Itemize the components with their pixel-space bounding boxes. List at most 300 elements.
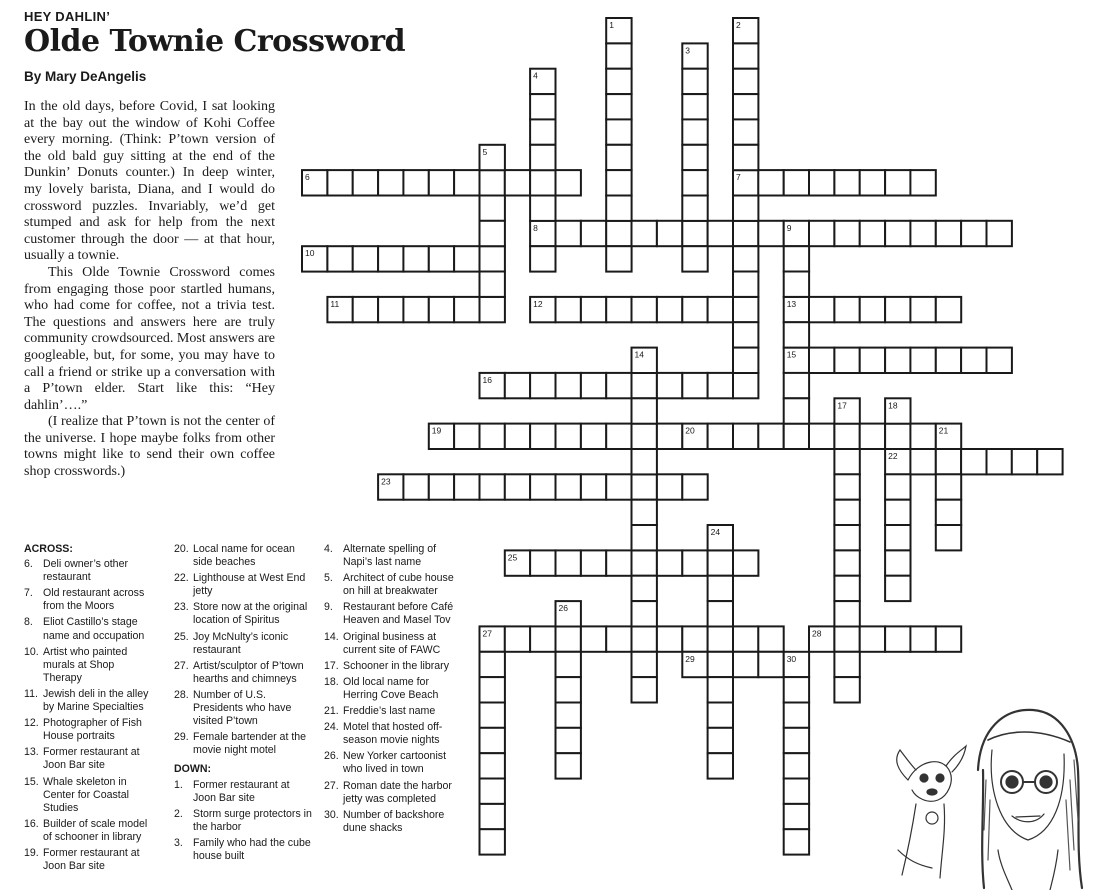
- clue-text: Old restaurant across from the Moors: [43, 587, 145, 613]
- grid-cell[interactable]: [885, 474, 910, 499]
- grid-cell[interactable]: [885, 297, 910, 322]
- grid-cell[interactable]: [1037, 449, 1062, 474]
- clue-text: Number of backshore dune shacks: [343, 808, 445, 834]
- grid-cell[interactable]: [327, 246, 352, 271]
- grid-cell[interactable]: [581, 474, 606, 499]
- clue-number: 17.: [324, 659, 339, 672]
- clue-number: 7.: [24, 587, 33, 600]
- grid-cell[interactable]: [581, 424, 606, 449]
- grid-cell[interactable]: [860, 297, 885, 322]
- grid-cell[interactable]: [682, 145, 707, 170]
- grid-cell[interactable]: [733, 424, 758, 449]
- grid-cell[interactable]: [936, 500, 961, 525]
- grid-cell[interactable]: [556, 474, 581, 499]
- grid-cell[interactable]: [682, 474, 707, 499]
- grid-cell[interactable]: [606, 43, 631, 68]
- grid-cell[interactable]: [885, 550, 910, 575]
- clue-number: 19.: [24, 846, 39, 859]
- grid-cell[interactable]: [480, 196, 505, 221]
- grid-cell[interactable]: [758, 652, 783, 677]
- grid-cell[interactable]: [556, 677, 581, 702]
- grid-cell[interactable]: [429, 297, 454, 322]
- grid-cell[interactable]: [809, 297, 834, 322]
- grid-cell[interactable]: [530, 474, 555, 499]
- grid-cell[interactable]: [733, 196, 758, 221]
- grid-cell[interactable]: [834, 601, 859, 626]
- grid-cell[interactable]: [733, 550, 758, 575]
- grid-cell[interactable]: [885, 170, 910, 195]
- grid-cell-number: 22: [888, 451, 898, 461]
- grid-cell[interactable]: [809, 424, 834, 449]
- grid-cell[interactable]: [860, 221, 885, 246]
- grid-cell[interactable]: [910, 221, 935, 246]
- grid-cell[interactable]: [834, 626, 859, 651]
- grid-cell[interactable]: [784, 246, 809, 271]
- clue-number: 9.: [324, 601, 333, 614]
- grid-cell[interactable]: [606, 170, 631, 195]
- grid-cell[interactable]: [834, 297, 859, 322]
- grid-cell[interactable]: [632, 500, 657, 525]
- clue-text: Artist who painted murals at Shop Therapy: [43, 645, 128, 684]
- clue-number: 3.: [174, 836, 183, 849]
- grid-cell[interactable]: [530, 170, 555, 195]
- grid-cell[interactable]: [530, 424, 555, 449]
- grid-cell[interactable]: [606, 550, 631, 575]
- grid-cell[interactable]: [657, 221, 682, 246]
- grid-cell[interactable]: [784, 804, 809, 829]
- grid-cell[interactable]: [530, 246, 555, 271]
- grid-cell[interactable]: [429, 246, 454, 271]
- grid-cell[interactable]: [733, 119, 758, 144]
- grid-cell[interactable]: [454, 474, 479, 499]
- grid-cell[interactable]: [987, 221, 1012, 246]
- grid-cell[interactable]: [961, 449, 986, 474]
- grid-cell[interactable]: [480, 728, 505, 753]
- grid-cell[interactable]: [834, 677, 859, 702]
- clue-number: 6.: [24, 558, 33, 571]
- grid-cell[interactable]: [480, 221, 505, 246]
- grid-cell[interactable]: [885, 500, 910, 525]
- grid-cell[interactable]: [708, 728, 733, 753]
- grid-cell[interactable]: [708, 424, 733, 449]
- grid-cell[interactable]: [556, 424, 581, 449]
- grid-cell[interactable]: [860, 424, 885, 449]
- grid-cell[interactable]: [403, 474, 428, 499]
- grid-cell[interactable]: [784, 728, 809, 753]
- grid-cell[interactable]: [632, 474, 657, 499]
- clue-text: Artist/sculptor of P’town hearths and chimneys: [193, 659, 304, 685]
- grid-cell[interactable]: [606, 474, 631, 499]
- grid-cell-number: 1: [609, 20, 614, 30]
- grid-cell[interactable]: [910, 424, 935, 449]
- grid-cell[interactable]: [480, 297, 505, 322]
- intro-paragraph: (I realize that P’town is not the center of the universe. I hope maybe folks from other towns might like to send their own coffee shop crosswords.): [24, 414, 275, 480]
- grid-cell-number: 14: [634, 349, 644, 360]
- grid-cell[interactable]: [606, 145, 631, 170]
- grid-cell[interactable]: [834, 550, 859, 575]
- grid-cell[interactable]: [581, 373, 606, 398]
- grid-cell[interactable]: [530, 550, 555, 575]
- grid-cell[interactable]: [632, 626, 657, 651]
- clue-text: Roman date the harbor jetty was completed: [343, 779, 452, 805]
- clue-number: 8.: [24, 616, 33, 629]
- grid-cell[interactable]: [454, 246, 479, 271]
- grid-cell[interactable]: [581, 297, 606, 322]
- clue-number: 2.: [174, 807, 183, 820]
- grid-cell[interactable]: [733, 246, 758, 271]
- grid-cell[interactable]: [353, 246, 378, 271]
- grid-cell[interactable]: [834, 500, 859, 525]
- grid-cell[interactable]: [784, 272, 809, 297]
- grid-cell[interactable]: [733, 348, 758, 373]
- grid-cell[interactable]: [556, 652, 581, 677]
- grid-cell[interactable]: [632, 525, 657, 550]
- clue-number: 28.: [174, 688, 189, 701]
- grid-cell[interactable]: [834, 525, 859, 550]
- grid-cell[interactable]: [429, 170, 454, 195]
- grid-cell[interactable]: [556, 373, 581, 398]
- grid-cell[interactable]: [936, 474, 961, 499]
- grid-cell[interactable]: [936, 626, 961, 651]
- grid-cell-number: 23: [381, 476, 391, 487]
- grid-cell[interactable]: [556, 626, 581, 651]
- grid-cell[interactable]: [378, 170, 403, 195]
- grid-cell[interactable]: [987, 348, 1012, 373]
- grid-cell[interactable]: [708, 221, 733, 246]
- grid-cell[interactable]: [530, 196, 555, 221]
- grid-cell[interactable]: [708, 753, 733, 778]
- grid-cell[interactable]: [353, 297, 378, 322]
- grid-cell[interactable]: [885, 525, 910, 550]
- grid-cell-number: 16: [482, 374, 492, 385]
- grid-cell[interactable]: [454, 297, 479, 322]
- grid-cell-number: 24: [710, 527, 721, 537]
- grid-cell[interactable]: [606, 246, 631, 271]
- grid-cell[interactable]: [632, 373, 657, 398]
- grid-cell[interactable]: [632, 297, 657, 322]
- grid-cell[interactable]: [834, 576, 859, 601]
- clue-text: Whale skeleton in Center for Coastal Studies: [43, 775, 129, 814]
- clue-number: 30.: [324, 808, 339, 821]
- grid-cell[interactable]: [682, 196, 707, 221]
- clue-text: Family who had the cube house built: [193, 836, 311, 862]
- clue-number: 16.: [24, 817, 39, 830]
- grid-cell[interactable]: [657, 424, 682, 449]
- grid-cell[interactable]: [530, 94, 555, 119]
- grid-cell[interactable]: [505, 170, 530, 195]
- grid-cell[interactable]: [936, 525, 961, 550]
- clue-text: Former restaurant at Joon Bar site: [43, 746, 140, 772]
- grid-cell[interactable]: [682, 69, 707, 94]
- clue-text: Local name for ocean side beaches: [193, 543, 295, 569]
- grid-cell[interactable]: [708, 652, 733, 677]
- grid-cell[interactable]: [378, 297, 403, 322]
- grid-cell-number: 5: [482, 146, 488, 157]
- clue-number: 13.: [24, 746, 39, 759]
- grid-cell[interactable]: [632, 601, 657, 626]
- grid-cell[interactable]: [606, 373, 631, 398]
- grid-cell[interactable]: [784, 829, 809, 854]
- grid-cell[interactable]: [454, 170, 479, 195]
- grid-cell[interactable]: [910, 170, 935, 195]
- clue-text: Joy McNulty’s iconic restaurant: [193, 630, 289, 656]
- clue-number: 10.: [24, 645, 39, 658]
- grid-cell-number: 2: [736, 20, 741, 30]
- grid-cell[interactable]: [784, 677, 809, 702]
- grid-cell[interactable]: [733, 322, 758, 347]
- grid-cell[interactable]: [353, 170, 378, 195]
- grid-cell[interactable]: [758, 221, 783, 246]
- grid-cell[interactable]: [885, 626, 910, 651]
- grid-cell-number: 28: [812, 628, 822, 639]
- grid-cell[interactable]: [708, 601, 733, 626]
- grid-cell[interactable]: [682, 119, 707, 144]
- grid-cell[interactable]: [505, 373, 530, 398]
- grid-cell[interactable]: [936, 348, 961, 373]
- grid-cell[interactable]: [708, 703, 733, 728]
- grid-cell[interactable]: [657, 474, 682, 499]
- grid-cell[interactable]: [581, 626, 606, 651]
- grid-cell[interactable]: [885, 424, 910, 449]
- grid-cell[interactable]: [682, 221, 707, 246]
- grid-cell[interactable]: [936, 449, 961, 474]
- grid-cell[interactable]: [606, 69, 631, 94]
- grid-cell[interactable]: [834, 170, 859, 195]
- grid-cell[interactable]: [505, 626, 530, 651]
- grid-cell[interactable]: [505, 474, 530, 499]
- grid-cell[interactable]: [809, 221, 834, 246]
- grid-cell[interactable]: [910, 626, 935, 651]
- intro-paragraph: This Olde Townie Crossword comes from engaging those poor startled humans, who had come for coffee, not a trivia test. The questions and answers here are truly community crowdsourced. Most answers are googleable, but, for some, you may have to call a friend or strike up a conversation with a P’town elder. Start like this: “Hey dahlin’….”: [24, 264, 275, 413]
- grid-cell[interactable]: [733, 145, 758, 170]
- grid-cell[interactable]: [505, 424, 530, 449]
- grid-cell[interactable]: [480, 829, 505, 854]
- grid-cell[interactable]: [784, 398, 809, 423]
- clue-text: Builder of scale model of schooner in library: [43, 817, 148, 843]
- grid-cell[interactable]: [682, 170, 707, 195]
- grid-cell-number: 30: [786, 653, 797, 664]
- grid-cell[interactable]: [632, 398, 657, 423]
- grid-cell[interactable]: [657, 373, 682, 398]
- grid-cell[interactable]: [454, 424, 479, 449]
- clue-text: Freddie’s last name: [343, 705, 436, 718]
- grid-cell[interactable]: [708, 297, 733, 322]
- grid-cell[interactable]: [682, 373, 707, 398]
- grid-cell[interactable]: [606, 297, 631, 322]
- grid-cell[interactable]: [327, 170, 352, 195]
- grid-cell[interactable]: [682, 626, 707, 651]
- grid-cell[interactable]: [758, 626, 783, 651]
- clue-text: Storm surge protectors in the harbor: [193, 807, 312, 833]
- grid-cell[interactable]: [403, 170, 428, 195]
- clue-text: Original business at current site of FAWC: [343, 630, 441, 656]
- clue-text: Eliot Castillo’s stage name and occupation: [43, 616, 145, 642]
- grid-cell[interactable]: [733, 43, 758, 68]
- grid-cell[interactable]: [530, 626, 555, 651]
- grid-cell[interactable]: [885, 576, 910, 601]
- grid-cell-number: 17: [837, 400, 847, 411]
- grid-cell[interactable]: [936, 297, 961, 322]
- intro-paragraph: In the old days, before Covid, I sat looking at the bay out the window of Kohi Coffee every morning. (Think: P’town version of the old bald guy sitting at the end of the Dunkin’ Donuts counter.) In deep winter, my lovely barista, Diana, and I would do crossword puzzles. Invariably, we’d get stumped and ask for help from the next customer through the door — at that hour, usually a townie.: [24, 99, 275, 264]
- grid-cell[interactable]: [581, 221, 606, 246]
- grid-cell[interactable]: [606, 424, 631, 449]
- clue-text: Architect of cube house on hill at breakwater: [343, 572, 454, 598]
- grid-cell-number: 13: [786, 298, 797, 309]
- grid-cell[interactable]: [480, 246, 505, 271]
- grid-cell[interactable]: [758, 170, 783, 195]
- clue-number: 14.: [324, 630, 339, 643]
- grid-cell[interactable]: [733, 626, 758, 651]
- grid-cell[interactable]: [480, 703, 505, 728]
- grid-cell[interactable]: [632, 677, 657, 702]
- grid-cell[interactable]: [682, 297, 707, 322]
- grid-cell[interactable]: [480, 677, 505, 702]
- grid-cell[interactable]: [480, 170, 505, 195]
- grid-cell[interactable]: [936, 221, 961, 246]
- clue-text: Former restaurant at Joon Bar site: [43, 846, 140, 873]
- clue-heading: DOWN:: [174, 763, 212, 776]
- grid-cell[interactable]: [733, 94, 758, 119]
- page-title: Olde Townie Crossword: [24, 24, 406, 59]
- clue-number: 26.: [324, 750, 339, 763]
- grid-cell[interactable]: [885, 221, 910, 246]
- grid-cell[interactable]: [733, 221, 758, 246]
- grid-cell[interactable]: [556, 703, 581, 728]
- grid-cell[interactable]: [708, 576, 733, 601]
- grid-cell[interactable]: [556, 753, 581, 778]
- grid-cell[interactable]: [809, 170, 834, 195]
- grid-cell[interactable]: [834, 449, 859, 474]
- clue-text: Jewish deli in the alley by Marine Specialties: [43, 687, 149, 714]
- clue-text: Female bartender at the movie night motel: [193, 731, 307, 757]
- grid-cell[interactable]: [403, 246, 428, 271]
- grid-cell[interactable]: [1012, 449, 1037, 474]
- grid-cell[interactable]: [758, 424, 783, 449]
- grid-cell[interactable]: [530, 373, 555, 398]
- grid-cell[interactable]: [885, 348, 910, 373]
- grid-cell[interactable]: [784, 703, 809, 728]
- grid-cell[interactable]: [657, 297, 682, 322]
- grid-cell[interactable]: [733, 297, 758, 322]
- grid-cell[interactable]: [784, 779, 809, 804]
- grid-cell[interactable]: [581, 550, 606, 575]
- grid-cell[interactable]: [632, 424, 657, 449]
- grid-cell[interactable]: [708, 550, 733, 575]
- grid-cell[interactable]: [530, 145, 555, 170]
- grid-cell[interactable]: [480, 753, 505, 778]
- clue-number: 20.: [174, 543, 189, 555]
- grid-cell[interactable]: [606, 119, 631, 144]
- grid-cell[interactable]: [378, 246, 403, 271]
- grid-cell[interactable]: [632, 449, 657, 474]
- grid-cell[interactable]: [834, 424, 859, 449]
- grid-cell[interactable]: [480, 474, 505, 499]
- grid-cell[interactable]: [708, 677, 733, 702]
- grid-cell[interactable]: [480, 424, 505, 449]
- grid-cell[interactable]: [961, 348, 986, 373]
- grid-cell[interactable]: [403, 297, 428, 322]
- grid-cell[interactable]: [556, 297, 581, 322]
- grid-cell[interactable]: [530, 119, 555, 144]
- grid-cell[interactable]: [556, 550, 581, 575]
- grid-cell[interactable]: [860, 626, 885, 651]
- grid-cell[interactable]: [910, 449, 935, 474]
- grid-cell[interactable]: [682, 94, 707, 119]
- clue-text: Lighthouse at West End jetty: [193, 572, 306, 598]
- clue-number: 4.: [324, 543, 333, 555]
- grid-cell[interactable]: [733, 373, 758, 398]
- grid-cell[interactable]: [606, 221, 631, 246]
- grid-cell[interactable]: [834, 221, 859, 246]
- grid-cell[interactable]: [657, 626, 682, 651]
- grid-cell[interactable]: [632, 652, 657, 677]
- grid-cell[interactable]: [834, 474, 859, 499]
- grid-cell[interactable]: [556, 728, 581, 753]
- grid-cell[interactable]: [480, 652, 505, 677]
- grid-cell[interactable]: [480, 272, 505, 297]
- grid-cell[interactable]: [784, 170, 809, 195]
- grid-cell[interactable]: [834, 652, 859, 677]
- grid-cell[interactable]: [682, 246, 707, 271]
- grid-cell[interactable]: [429, 474, 454, 499]
- clue-text: Old local name for Herring Cove Beach: [343, 675, 439, 701]
- grid-cell[interactable]: [632, 550, 657, 575]
- grid-cell[interactable]: [480, 804, 505, 829]
- grid-cell[interactable]: [733, 272, 758, 297]
- grid-cell-number: 9: [786, 222, 792, 233]
- grid-cell[interactable]: [784, 322, 809, 347]
- grid-cell[interactable]: [606, 196, 631, 221]
- grid-cell-number: 12: [533, 298, 543, 309]
- grid-cell[interactable]: [606, 626, 631, 651]
- grid-cell[interactable]: [784, 373, 809, 398]
- grid-cell[interactable]: [784, 753, 809, 778]
- clue-number: 27.: [174, 659, 189, 672]
- grid-cell[interactable]: [860, 170, 885, 195]
- grid-cell[interactable]: [632, 221, 657, 246]
- grid-cell[interactable]: [910, 348, 935, 373]
- clue-number: 21.: [324, 705, 339, 718]
- grid-cell[interactable]: [556, 221, 581, 246]
- clue-number: 24.: [324, 721, 339, 734]
- grid-cell[interactable]: [860, 348, 885, 373]
- clue-text: Store now at the original location of Spiritus: [193, 601, 308, 627]
- grid-cell[interactable]: [834, 348, 859, 373]
- grid-cell[interactable]: [480, 779, 505, 804]
- clue-text: Motel that hosted off-season movie nights: [343, 721, 443, 747]
- grid-cell[interactable]: [733, 69, 758, 94]
- grid-cell[interactable]: [556, 170, 581, 195]
- grid-cell[interactable]: [961, 221, 986, 246]
- grid-cell[interactable]: [708, 373, 733, 398]
- grid-cell[interactable]: [606, 94, 631, 119]
- grid-cell[interactable]: [910, 297, 935, 322]
- grid-cell[interactable]: [987, 449, 1012, 474]
- clue-number: 1.: [174, 778, 183, 791]
- artist-and-dog-sketch: [888, 700, 1088, 890]
- grid-cell-number: 4: [533, 70, 538, 81]
- grid-cell[interactable]: [657, 550, 682, 575]
- grid-cell[interactable]: [682, 550, 707, 575]
- grid-cell[interactable]: [708, 626, 733, 651]
- grid-cell[interactable]: [784, 424, 809, 449]
- grid-cell-number: 6: [305, 172, 310, 183]
- grid-cell[interactable]: [632, 576, 657, 601]
- grid-cell[interactable]: [733, 652, 758, 677]
- grid-cell-number: 3: [685, 45, 691, 56]
- byline: By Mary DeAngelis: [24, 69, 147, 84]
- grid-cell[interactable]: [809, 348, 834, 373]
